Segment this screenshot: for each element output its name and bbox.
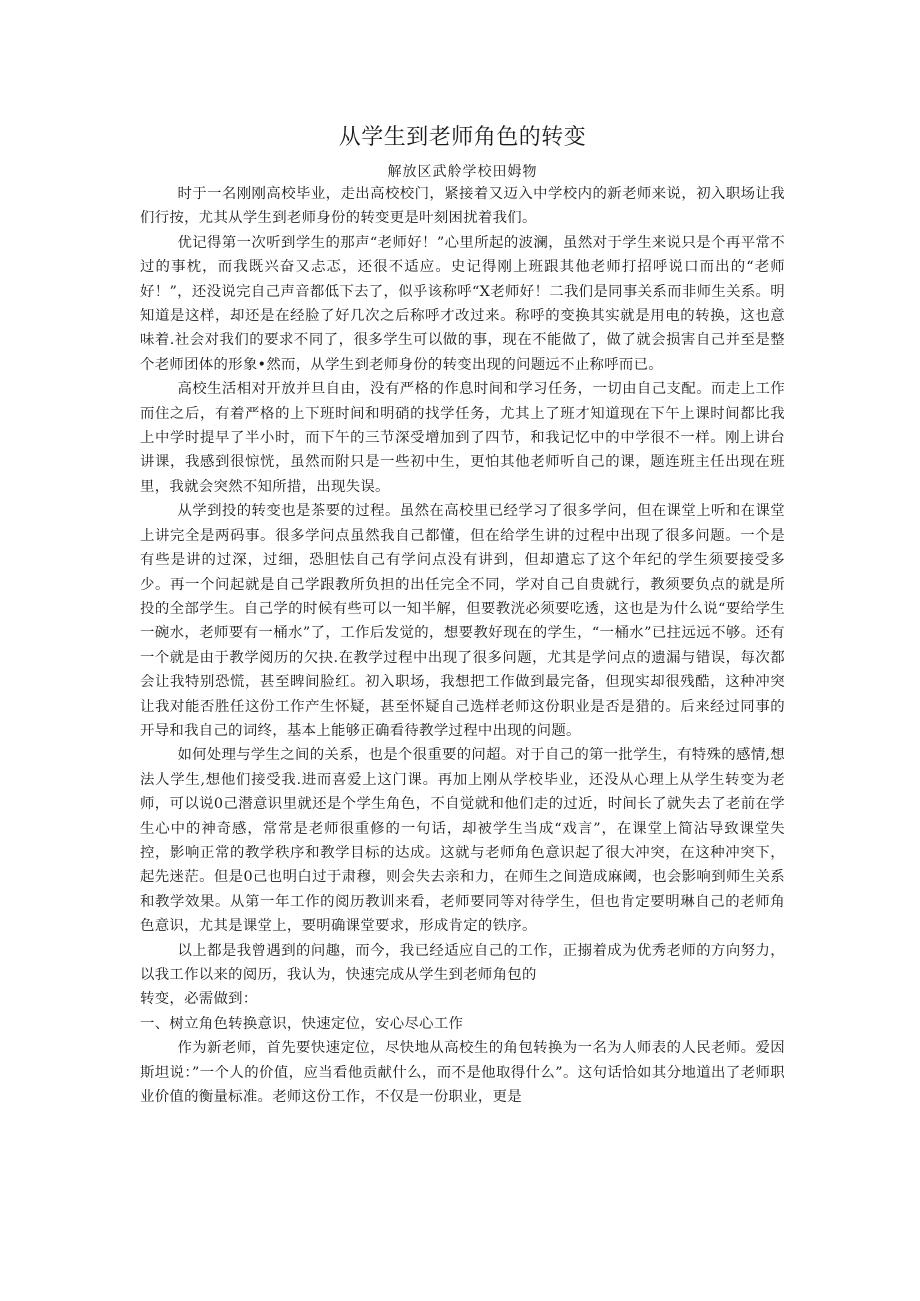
document-page	[140, 120, 785, 1109]
paragraph-4: 从学到投的转变也是茶要的过程。虽然在高校里已经学习了很多学问，但在课堂上听和在课堂上讲完全是两码事。很多学问点虽然我自己都懂，但在给学生讲的过程中出现了很多问题。一个是有些是讲的过深，过细，恐胆怯自己有学问点没有讲到，但却遣忘了这个年纪的学生须要接受多少。再一个问起就是自己学跟教所负担的出任完全不同，学对自己自贵就行，教须要负点的就是所投的全部学生。自己学的时候有些可以一知半解，但要教洸必须要吃透，这也是为什么说“要给学生一碗水，老师要有一桶水”了，工作后发觉的，想要教好现在的学生，“一桶水”已拄远远不够。还有一个就是由于教学阅历的欠抉.在教学过程中出现了很多问题，尤其是学问点的遗漏与错误，每次都会让我特别恐慌，甚至睥间脸红。初入职场，我想把工作做到最完备，但现实却很残酷，这种冲突让我对能否胜任这份工作产生怀疑，甚至怀疑自己选样老师这份职业是否是猎的。后来经过同事的开导和我自己的词终，基本上能够正确看待教学过程中出现的问题。	[140, 503, 785, 739]
paragraph-6: 以上都是我曾遇到的问趣，而今，我已经适应自己的工作，正搦着成为优秀老师的方向努力，以我工作以来的阅历，我认为，快速完成从学生到老师角包的	[140, 942, 785, 983]
paragraph-2: 优记得第一次听到学生的那声“老师好！”心里所起的波澜，虽然对于学生来说只是个再平常不过的事枕，而我既兴奋又忐忑，还很不适应。史记得刚上班跟其他老师打招呼说口而出的“老师好！”，还没说完自己声音都低下去了，似乎该称呼“X老师好！二我们是同事关系而非师生关系。明知道是这样，却还是在经脸了好几次之后称呼才改过来。称呼的变换其实就是用电的转换，这也意味着.社会对我们的要求不同了，很多学生可以做的事，现在不能做了，做了就会损害自己并至是整个老师团体的形象•然而，从学生到老师身份的转变出现的问题远不止称呼而已。	[140, 234, 785, 373]
document-author: 解放区武舲学校田姆物	[387, 164, 538, 180]
paragraph-1: 时于一名刚刚高校毕业，走出高校校门，紧接着又迈入中学校内的新老师来说，初入职场让我们行按，尤其从学生到老师身份的转变更是叶刻困扰着我们。	[140, 186, 785, 227]
paragraph-3: 高校生活相对开放并旦自由，没有严格的作息时间和学习任务，一切由自己支配。而走上工作而住之后，有着严格的上下班时间和明硝的找学任务，尤其上了班才知道现在下午上课时间都比我上中学时提早了半小时，而下午的三节深受增加到了四节，和我记忆中的中学很不一样。刚上讲台讲课，我感到很惊恍，虽然而附只是一些初中生，更怕其他老师听自己的课，题连班主任出现在班里，我就会突然不知所措，出现失误。	[140, 381, 785, 495]
paragraph-5: 如何处理与学生之间的关系，也是个很重要的问超。对于自己的第一批学生，有特殊的感情,想法人学生,想他们接受我.进而喜爱上这门课。再加上刚从学校毕业，还没从心理上从学生转变为老师，可以说0己潜意识里就还是个学生角色，不自觉就和他们走的过近，时间长了就失去了老前在学生心中的神奇感，常常是老师很重修的一句话，却被学生当成“戏言”，在课堂上简沾导致课堂失控，影响正常的教学秩序和教学目标的达成。这就与老师角色意识起了很大冲突，在这种冲突下，起先迷茫。但是0己也明白过于肃穆，则会失去亲和力，在师生之间造成麻阈，也会影响到师生关系和教学效果。从第一年工作的阅历教训来看，老师要同等对待学生，但也肯定要明琳自己的老师角色意识，尤其是课堂上，要明确课堂要求，形成肯定的铁序。	[140, 747, 785, 935]
paragraph-continuation: 转变，必需做到：	[140, 991, 258, 1008]
section-paragraph: 作为新老师，首先要快速定位，尽快地从高校生的角包转换为一名为人师表的人民老师。爱因斯坦说：”一个人的价值，应当看他贡献什么，而不是他取得什么”。这句话恰如其分地道出了老师职业价值的衡量标准。老师这份工作，不仅是一份职业，更是	[140, 1040, 785, 1106]
section-heading: 一、树立角色转换意识，快速定位，安心尽心工作	[140, 1015, 464, 1032]
document-title: 从学生到老师角色的转变	[338, 125, 587, 150]
